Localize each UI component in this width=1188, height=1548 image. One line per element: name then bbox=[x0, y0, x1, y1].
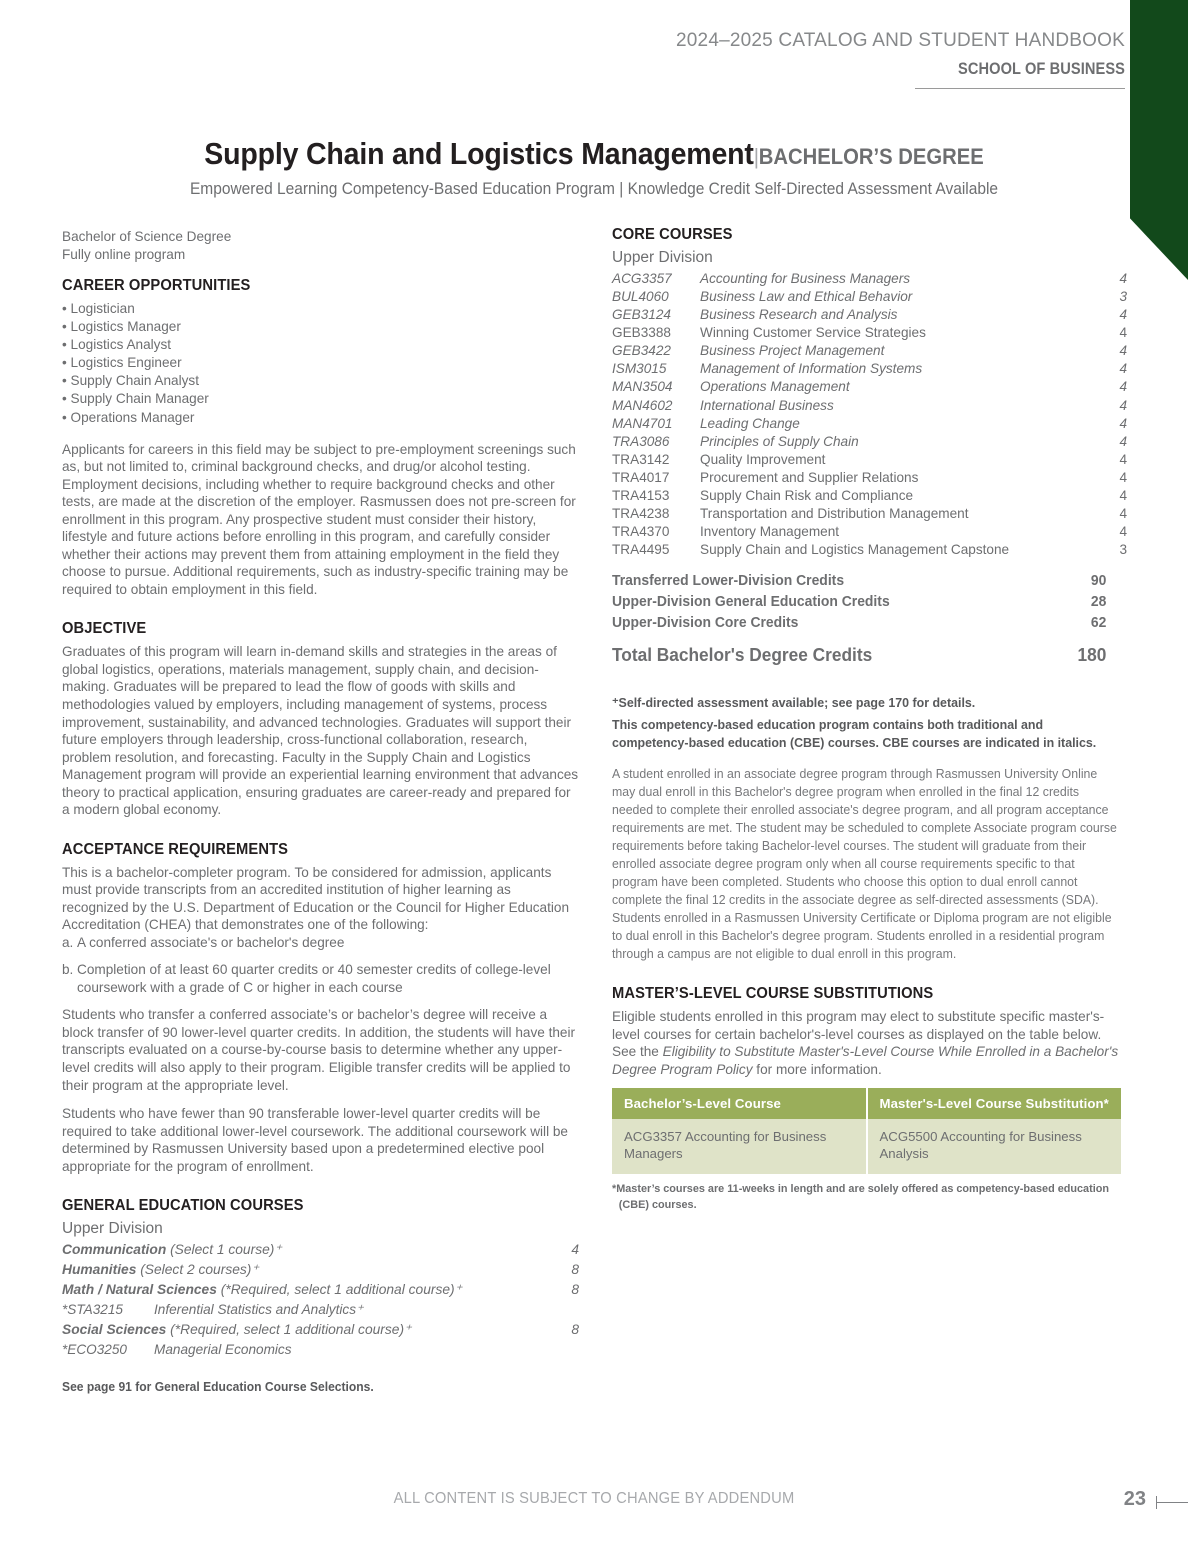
table-header-row bbox=[612, 1088, 1121, 1119]
right-column bbox=[612, 226, 1127, 1213]
course-row bbox=[612, 288, 1127, 306]
list-text: Completion of at least 60 quarter credits or 40 semester credits of college-level coursework with a grade of C or higher in each course bbox=[77, 962, 551, 995]
list-item: • Supply Chain Manager bbox=[62, 391, 209, 407]
list-item: • Logistics Engineer bbox=[62, 355, 182, 371]
course-name: Transportation and Distribution Management bbox=[700, 506, 969, 522]
course-name: Operations Management bbox=[700, 379, 850, 395]
course-row bbox=[612, 306, 1127, 324]
course-credits: 3 bbox=[1119, 542, 1127, 558]
gened-detail: (*Required, select 1 additional course)⁺ bbox=[216, 1282, 462, 1298]
gened-credits: 8 bbox=[571, 1282, 579, 1298]
gened-detail: (Select 2 courses)⁺ bbox=[136, 1262, 259, 1278]
footnote-cbe: This competency-based education program contains both traditional and competency-based education (CBE) courses. CBE courses are indicated in italics. bbox=[612, 717, 1097, 750]
career-list bbox=[62, 300, 579, 427]
gened-credits: 8 bbox=[571, 1262, 579, 1278]
grand-total-value: 180 bbox=[1077, 645, 1107, 666]
course-name: Inferential Statistics and Analytics⁺ bbox=[154, 1302, 364, 1318]
column-header-bachelors: Bachelor’s-Level Course bbox=[612, 1088, 867, 1119]
gened-page-reference: See page 91 for General Education Course Selections. bbox=[62, 1379, 374, 1394]
course-code: TRA4153 bbox=[612, 487, 670, 503]
list-item bbox=[62, 961, 579, 996]
course-credits: 4 bbox=[1119, 307, 1127, 323]
table-footnote bbox=[612, 1182, 1112, 1213]
school-name: SCHOOL OF BUSINESS bbox=[957, 59, 1125, 78]
gened-detail: (*Required, select 1 additional course)⁺ bbox=[166, 1321, 412, 1337]
cell-bachelors-course: ACG3357 Accounting for Business Managers bbox=[612, 1119, 867, 1174]
substitution-table bbox=[612, 1088, 1121, 1174]
list-marker: b. bbox=[62, 962, 74, 978]
program-name: Supply Chain and Logistics Management bbox=[204, 136, 754, 171]
dual-enrollment-note: A student enrolled in an associate degree program through Rasmussen University Online may dual enroll in this Bachelor's degree program when enrolled in the final 12 credits needed to complete their enrolled associate's degree program, and all program acceptance requirements are met. The student may be scheduled to complete Associate program course requirements before taking Bachelor-level courses. The student will graduate from their enrolled associate degree program only when all course requirements specific to that program have been completed. Students who choose this option to dual enroll cannot complete the final 12 credits in the associate degree as self-directed assessments (SDA). Students enrolled in a Rasmussen University Certificate or Diploma program are not eligible to dual enroll in this Bachelor's degree program. Students enrolled in a residential program through a campus are not eligible to dual enroll in this program. bbox=[612, 767, 1117, 962]
course-credits: 4 bbox=[1119, 451, 1127, 467]
course-credits: 4 bbox=[1119, 361, 1127, 377]
gened-row bbox=[62, 1260, 579, 1280]
career-disclaimer bbox=[62, 441, 579, 599]
course-code: MAN3504 bbox=[612, 379, 673, 395]
page-number-rule bbox=[1156, 1502, 1188, 1503]
course-name: Business Research and Analysis bbox=[700, 307, 898, 323]
table-row bbox=[612, 1119, 1121, 1174]
list-item: • Operations Manager bbox=[62, 409, 195, 425]
grand-total-label: Total Bachelor's Degree Credits bbox=[612, 645, 873, 666]
gened-category: Humanities bbox=[62, 1262, 137, 1278]
course-row bbox=[612, 397, 1127, 415]
course-credits: 4 bbox=[1119, 506, 1127, 522]
course-code: GEB3124 bbox=[612, 307, 671, 323]
course-code: TRA3142 bbox=[612, 451, 670, 467]
degree-info bbox=[62, 228, 579, 263]
total-label: Upper-Division General Education Credits bbox=[612, 594, 890, 611]
gened-label bbox=[62, 1260, 539, 1280]
course-row bbox=[612, 451, 1127, 469]
course-name: International Business bbox=[700, 397, 834, 413]
program-subtitle: Empowered Learning Competency-Based Education Program | Knowledge Credit Self-Directed Assessment Available bbox=[189, 180, 999, 198]
transfer-paragraph-2: Students who have fewer than 90 transferable lower-level quarter credits will be required to take additional lower-level coursework. The additional coursework will be determined by Rasmussen University based upon a predetermined elective pool appropriate for the program of enrollment. bbox=[62, 1106, 568, 1174]
page-title bbox=[103, 136, 1086, 172]
list-item: • Logistician bbox=[62, 301, 135, 317]
gened-label bbox=[62, 1280, 539, 1300]
course-name: Business Project Management bbox=[700, 343, 885, 359]
total-value: 62 bbox=[1090, 615, 1107, 632]
objective-body bbox=[62, 643, 579, 818]
course-name: Management of Information Systems bbox=[700, 361, 923, 377]
course-row bbox=[612, 360, 1127, 378]
degree-label: BACHELOR’S DEGREE bbox=[758, 144, 984, 169]
gened-category: Math / Natural Sciences bbox=[62, 1282, 217, 1298]
gened-course-row bbox=[62, 1340, 579, 1360]
list-item: • Logistics Analyst bbox=[62, 337, 172, 353]
gened-course-row bbox=[62, 1300, 579, 1320]
course-code: BUL4060 bbox=[612, 289, 669, 305]
course-code: ACG3357 bbox=[612, 271, 672, 286]
course-row bbox=[612, 378, 1127, 396]
footnote-sda: ⁺Self-directed assessment available; see page 170 for details. bbox=[612, 695, 976, 711]
list-item bbox=[62, 934, 579, 952]
total-value: 28 bbox=[1090, 594, 1107, 611]
course-credits: 4 bbox=[1119, 469, 1127, 485]
gened-row bbox=[62, 1320, 579, 1340]
total-row bbox=[612, 613, 1106, 634]
course-row bbox=[612, 324, 1127, 342]
course-code: TRA4238 bbox=[612, 506, 670, 522]
footer-addendum-text: ALL CONTENT IS SUBJECT TO CHANGE BY ADDENDUM bbox=[393, 1490, 795, 1507]
course-credits: 4 bbox=[1119, 397, 1127, 413]
left-column bbox=[62, 228, 579, 1394]
course-row bbox=[612, 487, 1127, 505]
page-header bbox=[0, 30, 1125, 89]
course-name: Business Law and Ethical Behavior bbox=[700, 289, 913, 305]
course-name: Quality Improvement bbox=[700, 451, 826, 467]
course-name: Winning Customer Service Strategies bbox=[700, 325, 926, 341]
acceptance-intro bbox=[62, 864, 579, 934]
course-row bbox=[612, 342, 1127, 360]
delivery-mode: Fully online program bbox=[62, 246, 186, 262]
total-label: Transferred Lower-Division Credits bbox=[612, 573, 845, 590]
course-name: Supply Chain and Logistics Management Capstone bbox=[700, 542, 1010, 558]
course-row bbox=[612, 469, 1127, 487]
course-row bbox=[612, 270, 1127, 288]
green-corner-tab bbox=[1130, 0, 1188, 280]
course-name: Managerial Economics bbox=[154, 1341, 292, 1357]
course-name: Accounting for Business Managers bbox=[700, 271, 911, 286]
course-code: GEB3388 bbox=[612, 325, 671, 341]
course-row bbox=[612, 541, 1127, 559]
gened-detail: (Select 1 course)⁺ bbox=[166, 1242, 282, 1258]
gened-row bbox=[62, 1240, 579, 1260]
course-credits: 3 bbox=[1119, 289, 1127, 305]
gened-category: Social Sciences bbox=[62, 1321, 167, 1337]
course-row bbox=[612, 505, 1127, 523]
course-credits: 4 bbox=[1119, 433, 1127, 449]
course-code: MAN4701 bbox=[612, 415, 673, 431]
course-credits: 4 bbox=[1119, 487, 1127, 503]
acceptance-paragraph: This is a bachelor-completer program. To be considered for admission, applicants must provide transcripts from an accredited institution of higher learning as recognized by the U.S. Department of Education or the Council for Higher Education Accreditation (CHEA) that demonstrates one of the following: bbox=[62, 864, 570, 933]
gened-credits: 4 bbox=[571, 1242, 579, 1258]
course-code: GEB3422 bbox=[612, 343, 671, 359]
gened-label bbox=[62, 1320, 539, 1340]
masters-intro-part1: Eligible students enrolled in this program may elect to substitute specific master's-level courses for certain bachelor's-level courses as displayed on the table below. See the bbox=[612, 1009, 1105, 1060]
course-code: TRA4370 bbox=[612, 524, 670, 540]
course-name: Principles of Supply Chain bbox=[700, 433, 859, 449]
total-row bbox=[612, 592, 1106, 613]
list-marker: a. bbox=[62, 934, 74, 950]
core-courses-list bbox=[612, 270, 1127, 559]
total-value: 90 bbox=[1090, 573, 1107, 590]
masters-intro-part2: for more information. bbox=[752, 1061, 882, 1077]
core-courses-heading: CORE COURSES bbox=[612, 226, 733, 243]
page-footer bbox=[0, 1490, 1188, 1520]
course-code: TRA4495 bbox=[612, 542, 670, 558]
gened-category: Communication bbox=[62, 1242, 167, 1258]
list-item: • Logistics Manager bbox=[62, 319, 181, 335]
gened-credits: 8 bbox=[571, 1321, 579, 1337]
degree-type: Bachelor of Science Degree bbox=[62, 229, 232, 244]
masters-substitutions-intro bbox=[612, 1008, 1127, 1078]
table-footnote-line1: *Master’s courses are 11-weeks in length and are solely offered as competency-based education bbox=[612, 1183, 1109, 1196]
course-name: Inventory Management bbox=[700, 524, 840, 540]
general-education-subheading: Upper Division bbox=[62, 1220, 163, 1238]
course-credits: 4 bbox=[1119, 343, 1127, 359]
credit-totals bbox=[612, 571, 1127, 668]
page-number: 23 bbox=[1123, 1488, 1146, 1510]
total-label: Upper-Division Core Credits bbox=[612, 615, 799, 632]
course-code: TRA4017 bbox=[612, 469, 670, 485]
course-credits: 4 bbox=[1119, 379, 1127, 395]
course-code: TRA3086 bbox=[612, 433, 670, 449]
list-text: A conferred associate's or bachelor's degree bbox=[77, 934, 345, 950]
course-name: Leading Change bbox=[700, 415, 800, 431]
program-title-block bbox=[60, 136, 1128, 199]
course-credits: 4 bbox=[1119, 524, 1127, 540]
course-code: *ECO3250 bbox=[62, 1341, 127, 1357]
masters-policy-name: Eligibility to Substitute Master's-Level Course While Enrolled in a Bachelor's Degree Program Policy bbox=[612, 1044, 1119, 1077]
gened-row bbox=[62, 1280, 579, 1300]
transfer-credit-info bbox=[62, 1006, 579, 1175]
core-courses-subheading: Upper Division bbox=[612, 249, 713, 266]
column-header-masters: Master's-Level Course Substitution* bbox=[867, 1088, 1122, 1119]
course-credits: 4 bbox=[1119, 271, 1127, 286]
acceptance-requirements-heading: ACCEPTANCE REQUIREMENTS bbox=[62, 840, 289, 858]
course-credits: 4 bbox=[1119, 325, 1127, 341]
transfer-paragraph-1: Students who transfer a conferred associate’s or bachelor’s degree will receive a block transfer of 90 lower-level quarter credits. In addition, the students will have their transcripts evaluated on a course-by-course basis to determine whether any upper-level credits will also apply to their program. Eligible transfer credits will be applied to their program at the appropriate level. bbox=[62, 1007, 576, 1093]
objective-heading: OBJECTIVE bbox=[62, 620, 147, 638]
objective-paragraph: Graduates of this program will learn in-demand skills and strategies in the areas of global logistics, operations, materials management, supply chain, and decision-making. Graduates will be prepared to lead the flow of goods with skills and methodologies valued by employers, including management of systems, process improvement, sustainability, and advanced technologies. Graduates will support their future employers through leadership, cross-functional collaboration, research, problem resolution, and forecasting. Faculty in the Supply Chain and Logistics Management program will provide an experiential learning environment that advances theory to practical application, ensuring graduates are career-ready and prepared for a modern global economy. bbox=[62, 644, 579, 818]
career-opportunities-heading: CAREER OPPORTUNITIES bbox=[62, 277, 251, 295]
masters-substitutions-heading: MASTER’S-LEVEL COURSE SUBSTITUTIONS bbox=[612, 985, 934, 1003]
total-row bbox=[612, 571, 1106, 592]
course-row bbox=[612, 433, 1127, 451]
catalog-title: 2024–2025 CATALOG AND STUDENT HANDBOOK bbox=[676, 30, 1125, 51]
course-name: Supply Chain Risk and Compliance bbox=[700, 487, 914, 503]
course-code: *STA3215 bbox=[62, 1302, 123, 1318]
course-credits: 4 bbox=[1119, 415, 1127, 431]
course-row bbox=[612, 523, 1127, 541]
general-education-heading: GENERAL EDUCATION COURSES bbox=[62, 1197, 304, 1215]
course-code: ISM3015 bbox=[612, 361, 667, 377]
table-footnote-line2: (CBE) courses. bbox=[618, 1198, 697, 1211]
gened-label bbox=[62, 1240, 539, 1260]
course-name: Procurement and Supplier Relations bbox=[700, 469, 919, 485]
list-item: • Supply Chain Analyst bbox=[62, 373, 199, 389]
course-row bbox=[612, 415, 1127, 433]
header-divider bbox=[915, 88, 1125, 89]
title-separator: | bbox=[753, 144, 759, 169]
grand-total-row bbox=[612, 642, 1106, 668]
cell-masters-course: ACG5500 Accounting for Business Analysis bbox=[867, 1119, 1122, 1174]
disclaimer-paragraph: Applicants for careers in this field may be subject to pre-employment screenings such as, but not limited to, criminal background checks, and drug/or alcohol testing. Employment decisions, including whether to require background checks and other tests, are made at the discretion of the employer. Rasmussen does not pre-screen for enrollment in this program. Any prospective student must consider their history, lifestyle and future actions before enrolling in this program, and carefully consider whether their actions may prevent them from attaining employment in the field they choose to pursue. Additional requirements, such as industry-specific training may be required to obtain employment in this field. bbox=[62, 441, 576, 597]
course-code: MAN4602 bbox=[612, 397, 673, 413]
